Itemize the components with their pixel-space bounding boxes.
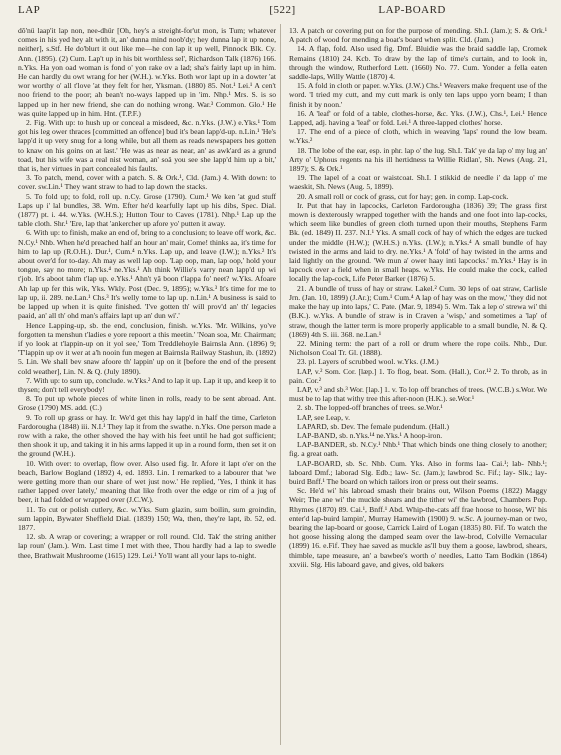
entry-paragraph: 11. To cut or polish cutlery, &c. w.Yks. Sum glazin, sum boilin, sum groindin, sum lappin, Bywater Sheffield Dial. (1839) 150; Wa, then, they're lapt, ib. 52, ed. 1877. xyxy=(18,504,276,532)
entry-paragraph: Hence Lapping-up, sb. the end, conclusion, finish. w.Yks. 'Mr. Wilkins, yo've forgotten ta menshun t'ladies e yore repoort a this meetin.' 'Noan soa, Mr. Chairman; if yo look at t'lappin-up on it yol see,' Tom Treddlehoyle Bairnsla Ann. (1896) 9; 'T'lappin up ov it wer at a'h nooin fun megen at Bairnsla Railway Stashun, ib. (1892) 5. Lin. We shall bev snaw afoore th' lappin' up on it [before the end of the present cold weather], Lin. N. & Q. (July 1890). xyxy=(18,320,276,376)
entry-paragraph: LAP, v.² Som. Cor. [læp.] 1. To flog, beat. Som. (Hall.), Cor.¹² 2. To throb, as in pain. Cor.² xyxy=(289,366,547,385)
text-columns xyxy=(18,26,547,569)
entry-paragraph: LAPARD, sb. Dev. The female pudendum. (Hall.) xyxy=(297,421,449,431)
entry-paragraph: 15. A fold in cloth or paper. w.Yks. (J.W.) Chs.¹ Weavers make frequent use of the word. 'I tried my cutt, and my cutt mark is only ten laps uppo yorn beam; I than finish it by noon.' xyxy=(289,81,547,109)
entry-paragraph: 9. To roll up grass or hay. Ir. We'd get this hay lapp'd in half the time, Carleton Fardorougha (1848) iii. N.I.¹ They lap it from the swathe. n.Yks. One person made a row with a rake, the other shoved the hay with his feet until he had got sufficient; then shook it up, and taking it in his arms lapped it up in a round form, then set it on the ground (W.H.). xyxy=(18,412,276,459)
entry-paragraph: 8. To put up whole pieces of white linen in rolls, ready to be sent abroad. Ant. Grose (1790) MS. add. (C.) xyxy=(18,394,276,413)
entry-paragraph: 3. To patch, mend, cover with a patch. S. & Ork.¹, Cld. (Jam.) 4. With down: to cover. sw.Lin.¹ They want straw to had to lap down the stacks. xyxy=(18,173,276,192)
page-number: [522] xyxy=(269,4,296,16)
right-column xyxy=(289,26,547,569)
entry-paragraph: LAP, see Leap, v. xyxy=(297,412,351,422)
entry-paragraph: 7. With up: to sum up, conclude. w.Yks.² And to lap it up. Lap it up, and keep it to thysen; don't tell everybody! xyxy=(18,375,276,394)
entry-paragraph: 5. To fold up; to fold, roll up. n.Cy. Grose (1790). Cum.¹ We ken 'at gud stuff Laps up i' lal bundles, 38. Wm. Efter he'd kearfully lapt up his dibs, Spec. Dial. (1877) pt. i. 44. w.Yks. (W.H.S.); Hutton Tour to Caves (1781). Nhp.¹ Lap up the table cloth. Shr.¹ 'Ere, lap that 'ankercher up afore yo' putten it away. xyxy=(18,191,276,229)
entry-paragraph: 18. The lobe of the ear, esp. in phr. lap o' the lug. Sh.I. Tak' ye da lap o' my lug an' Arty o' Uphous regents na his ill hertidness ta Willie Ridlan', Sh. News (Aug. 21, 1897); S. & Ork.¹ xyxy=(289,145,547,174)
entry-paragraph: 21. A bundle of truss of hay or straw. Lakel.² Cum. 30 leps of oat straw, Carlisle Jrn. (Jan. 10, 1899) (J.Ar.); Cum.¹ Cum.⁴ A lap of hay was on the mow,' 'they did not make the hay up into laps,' C. Pate. (Mar. 9, 1894) 5. Wm. Tak a lep o' strewa wi' thi (B.K.). w.Yks. A bundle of straw is in Craven a 'wisp,' and sometimes a 'lap' of straw, though the latter term is more properly applicable to a small bundle, N. & Q. (1869) 4th S. iii. 368. ne.Lan.¹ xyxy=(289,283,547,339)
entry-paragraph: LAP-BAND, sb. n.Yks.¹⁴ ne.Yks.¹ A hoop-iron. xyxy=(297,430,443,440)
entry-paragraph: 19. The lapel of a coat or waistcoat. Sh.I. I stikkid de needle i' da lapp o' me waeskit, Sh. News (Aug. 5, 1899). xyxy=(289,173,547,192)
entry-paragraph: 12. sb. A wrap or covering; a wrapper or roll round. Cld. Tak' the string anither lap roun' (Jam.). Wm. Last time I met with thee, Thou hardly had a lap to swedle thee, Brathwait Mushroome (1615) 129. Lei.¹ Yo'll want all your laps to-night. xyxy=(18,532,276,560)
entry-paragraph: 16. A 'leaf' or fold of a table, clothes-horse, &c. Yks. (J.W.), Chs.¹, Lei.¹ Hence Lapped, adj. having a 'leaf' or fold. Lei.¹ A three-lapped clothes' horse. xyxy=(289,108,547,128)
header-right-headword: LAP-BOARD xyxy=(378,4,446,16)
entry-paragraph: dô'nü laap'it lap non, nee-dhür [Oh, hey's a streight-for'ut mon, is Tum; whatever comes in his yed hey alt with it, an' dunna mind noob'dy; hey dunna lap it up none, neither], s.Stf. He do'blurt it out like me—he con lap it up well, Pinnock Blk. Cy. Ann. (1895). (2) Cum. Lap't up in his bit worthless sel', Richardson Talk (1876) 166. n.Yks. Ha yon oad woman is fond o' yon rake ov a lad; sha's fairly lapt up in him. He can hardly du owt wrang for her (W.H.). w.Yks. Both wor lapt up in a dowter 'at wor worthy o' all t'love 'at they felt for her, Yksman. (1880) 85. Not.¹ Lei.¹ A cen't noo friend to the poor; ah bean't no-ways lapped up in 'im. Nhp.¹ Mrs. S. is so lapped up in her new friend, she can do nothing wrong. War.³ Common. Glo.¹ He was quite lapped up in him. Hnt. (T.P.F.) xyxy=(18,26,276,118)
entry-paragraph: Sc. He'd wi' his labroad smash their brains out, Wilson Poems (1822) Maggy Weir; The ane wi' the muckle shears and the tither wi' the lawbrod, Chambers Pop. Rhymes (1870) 89. Cai.¹, Bnff.¹ Abd. Whip-the-cats aff frae hoose to hoose, Wi' his enter'd lap-buird lampin', Murray Hamewith (1900) 9. w.Sc. A journey-man or two, bearing the lap-board or goose, Carrick Laird of Logan (1835) 80. Fif. To watch the hot goose hissing along the damped seam over the law-brod, Colville Vernacular (1899) 16. e.Fif. They hae saved as muckle as'll buy them a goose, lawbrod, shears, thimble, tape measure, an' a bawbee's worth o' needles, Latto Tam Bodkin (1864) xxviii. Slg. His laboard gave, and gives, old bakers xyxy=(289,486,547,569)
entry-paragraph: 17. The end of a piece of cloth, which in weaving 'laps' round the low beam. w.Yks.² xyxy=(289,127,547,146)
entry-paragraph: 13. A patch or covering put on for the purpose of mending. Sh.I. (Jam.); S. & Ork.¹ A patch of wood for mending a boat's board when split. Cld. (Jam.) xyxy=(289,26,547,45)
entry-paragraph: 22. Mining term: the part of a roll or drum where the rope coils. Nhb., Dur. Nicholson Coal Tr. Gl. (1888). xyxy=(289,338,547,358)
entry-paragraph: 14. A flap, fold. Also used fig. Dmf. Bluidie was the braid saddle lap, Cromek Remains (1810) 24. Kcb. To draw by the lap of time's curtain, and to look in, through the window, Rutherford Lett. (1660) No. 77. Cum. Yonder a fella eaten saddle-laps, Willy Wattle (1870) 4. xyxy=(289,44,547,82)
entry-paragraph: 10. With over: to overlap, flow over. Also used fig. Ir. Afore it lapt o'er on the beach, Barlow Bogland (1892) 4, ed. 1893. Lin. I remarked to a labourer that 'we were getting more than our share of wet just now.' He replied, 'Yes, I think it has rather lapped over lately,' meaning that like froth over the edge or rim of a jug of beer, it had folded or wrapped over (J.C.W.). xyxy=(18,458,276,505)
entry-paragraph: LAP, v.³ and sb.³ Wor. [lap.] 1. v. To lop off branches of trees. (W.C.B.) s.Wor. We must be to lap that withy tree this after-noon (H.K.). se.Wor.¹ xyxy=(289,384,547,404)
entry-paragraph: 6. With up: to finish, make an end of, bring to a conclusion; to leave off work, &c. N.Cy.¹ Nhb. When he'd preached half an hour an' mair, Come! thinks aa, it's time for him to lap up (R.O.H.). Dur.¹, Cum.⁴ n.Yks. Lap up, and leave (I.W.); n.Yks.² It's about over'd for to-day. Ah may as well lap oop. 'Lap oop, man, lap oop,' hold your tongue, say no more; n.Yks.⁴ ne.Yks.¹ Ah think Willie's varry nean lapp'd up wi t'job. It's aboot tahm t'lap up. e.Yks.¹ Ahn't yâ boon t'lappa fo' neet? w.Yks. Afoare Ah lap up fer this wik, Yks. Wkly. Post (Dec. 9, 1895); w.Yks.³ It's time for me to lap up, ii. 289. ne.Lan.¹ Chs.³ It's welly tome to lap up. n.Lin.¹ A business is said to be lapped up when it is quite finished. 'I've gotten th' will prov'd an' th' legacies paaid, an' all th' ohd man's affairs lapt up an' dun wi'.' xyxy=(18,228,276,321)
entry-paragraph: 23. pl. Layers of scrubbed wool. w.Yks. (J.M.) xyxy=(297,357,439,367)
left-column xyxy=(18,26,276,569)
running-header xyxy=(18,0,547,24)
entry-paragraph: 2. sb. The lopped-off branches of trees. se.Wor.¹ xyxy=(297,403,443,413)
header-left-headword: LAP xyxy=(18,4,41,16)
entry-paragraph: 2. Fig. With up: to hush up or conceal a misdeed, &c. n.Yks. (J.W.) e.Yks.¹ Tom got his leg ower thraces [committed an offence] bud it's bean lapp'd-up. n.Lin.¹ 'He's lapp'd it up very snug for a long while, but all them as reads newspapers hes gotten to knaw on his goins on at last.' 'He was as near as near, an' as awk'ard as a grund toad, but his wife was a real nist woman, an' soä you see she lapp'd him up a bit,' that is, her virtues in part concealed his faults. xyxy=(18,118,276,174)
entry-paragraph: Ir. Put that hay in lapcocks, Carleton Fardorougha (1836) 39; The grass first mown is dexterously wrapped together with the hands and one foot into lap-cocks, which seem like bundles of green cloth turned upon their mouths, Stephens Farm Bk. (ed. 1849) II. 237. N.I.¹ Yks. A small cock of hay of which the edges are tucked under the middle (H.W.); (W.H.S.) n.Yks. (I.W.); n.Yks.⁴ A small bundle of hay twisted in the arms and laid to dry. ne.Yks.¹ A 'fold' of hay twisted in the arms and laid lightly on the ground. 'We mun a' ower haay inti lapcocks.' m.Yks.¹ Hay is in lapcock over a field when in small heaps. w.Yks. He could make the cock, called locally the lap-cock, Life Peter Barker (1876) 5. xyxy=(289,200,547,284)
column-divider xyxy=(280,24,281,745)
entry-paragraph: 20. A small roll or cock of grass, cut for hay; gen. in comp. Lap-cock. xyxy=(297,191,509,201)
entry-paragraph: LAP-BOARD, sb. Sc. Nhb. Cum. Yks. Also in forms laa- Cai.¹; lab- Nhb.¹; laboard Dmf.; laborad Slg. Edb.; law- Sc. (Jam.); lawbrod Sc. Fif.; lay- Slk.; lay-buird Bnff.¹ The board on which tailors iron or press out their seams. xyxy=(289,458,547,486)
entry-paragraph: LAP-BANDER, sb. N.Cy.¹ Nhb.¹ That which binds one thing closely to another; fig. a great oath. xyxy=(289,440,547,459)
